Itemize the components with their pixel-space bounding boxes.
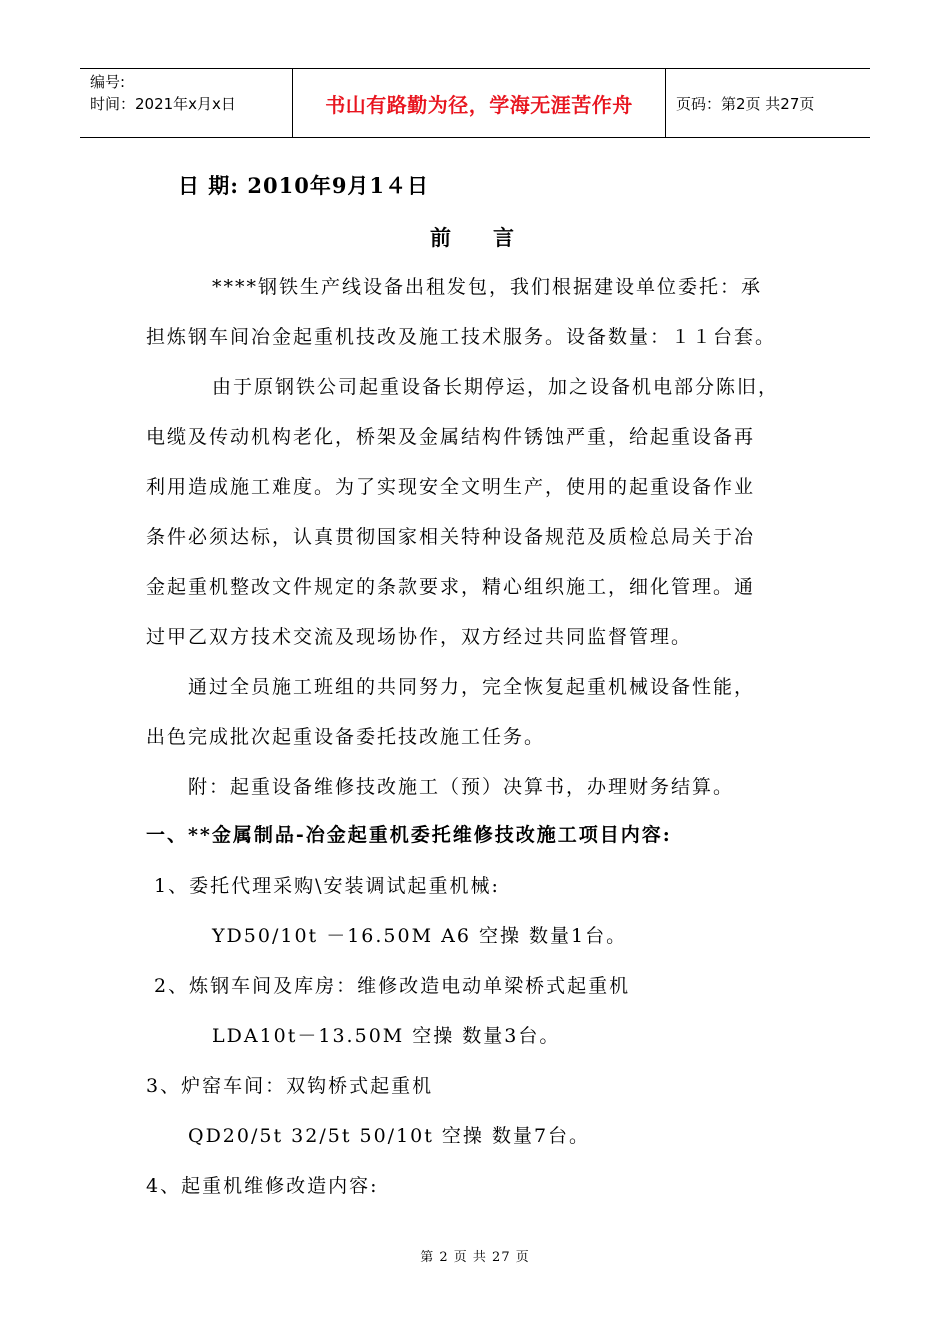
section-heading: 一、**金属制品-冶金起重机委托维修技改施工项目内容: xyxy=(146,824,672,846)
paragraph-line: 出色完成批次起重设备委托技改施工任务。 xyxy=(146,726,546,748)
page-footer: 第 2 页 共 27 页 xyxy=(420,1250,530,1265)
time-label: 时间：2021年x月x日 xyxy=(90,95,236,113)
paragraph-line: 利用造成施工难度。为了实现安全文明生产，使用的起重设备作业 xyxy=(146,476,756,498)
header-motto: 书山有路勤为径，学海无涯苦作舟 xyxy=(325,92,633,117)
paragraph-line: 条件必须达标，认真贯彻国家相关特种设备规范及质检总局关于冶 xyxy=(146,526,756,548)
list-item: 4、起重机维修改造内容: xyxy=(146,1175,379,1197)
page-header xyxy=(80,68,870,138)
header-page-cell xyxy=(666,69,870,137)
list-item: 2、炼钢车间及库房：维修改造电动单梁桥式起重机 xyxy=(154,975,631,997)
paragraph-line: 由于原钢铁公司起重设备长期停运，加之设备机电部分陈旧， xyxy=(212,376,780,398)
date-line: 日 期: 2010年9月1４日 xyxy=(178,173,430,198)
header-motto-cell xyxy=(292,69,666,137)
page-info: 页码：第2页 共27页 xyxy=(676,94,815,113)
list-item: 3、炉窑车间：双钩桥式起重机 xyxy=(146,1075,434,1097)
header-left-cell xyxy=(80,69,292,137)
paragraph-line: 通过全员施工班组的共同努力，完全恢复起重机械设备性能， xyxy=(188,676,756,698)
list-item: 1、委托代理采购\安装调试起重机械: xyxy=(154,875,500,897)
number-label: 编号: xyxy=(90,73,126,91)
page-title: 前言 xyxy=(430,225,556,250)
paragraph-line: 附：起重设备维修技改施工（预）决算书，办理财务结算。 xyxy=(188,776,735,798)
paragraph-line: 金起重机整改文件规定的条款要求，精心组织施工，细化管理。通 xyxy=(146,576,756,598)
paragraph-line: ****钢铁生产线设备出租发包，我们根据建设单位委托：承 xyxy=(212,276,763,298)
paragraph-line: 担炼钢车间冶金起重机技改及施工技术服务。设备数量：１１台套。 xyxy=(146,326,777,348)
list-item: YD50/10t －16.50M A6 空操 数量1台。 xyxy=(212,925,628,947)
paragraph-line: 电缆及传动机构老化，桥架及金属结构件锈蚀严重，给起重设备再 xyxy=(146,426,756,448)
list-item: QD20/5t 32/5t 50/10t 空操 数量7台。 xyxy=(188,1125,591,1147)
list-item: LDA10t－13.50M 空操 数量3台。 xyxy=(212,1025,561,1047)
paragraph-line: 过甲乙双方技术交流及现场协作，双方经过共同监督管理。 xyxy=(146,626,693,648)
